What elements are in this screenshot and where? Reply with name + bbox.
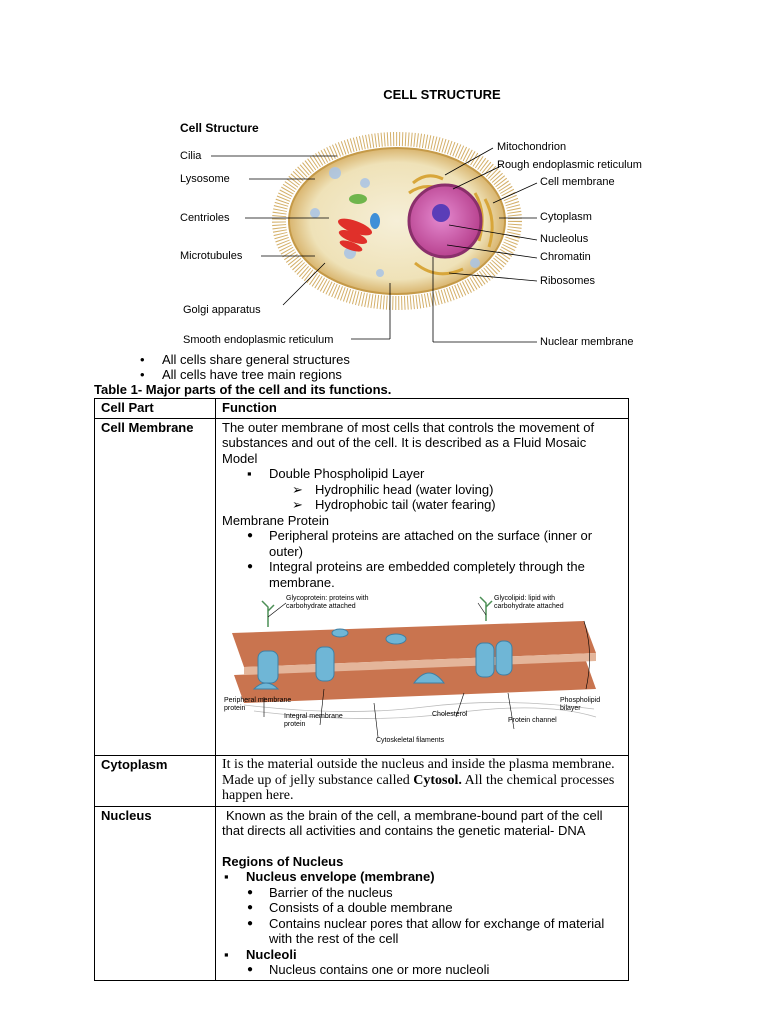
- function-cell-membrane: [216, 418, 629, 756]
- membrane-layer: ▪ Double Phospholipid Layer: [222, 466, 622, 482]
- label-centrioles: Centrioles: [180, 212, 230, 224]
- label-microtubules: Microtubules: [180, 250, 243, 262]
- label-mitochondrion: Mitochondrion: [497, 141, 567, 153]
- cytoplasm-text-b: All the chemical processes happen here.: [222, 772, 615, 803]
- table-row: [95, 756, 629, 807]
- page-title: CELL STRUCTURE: [383, 87, 501, 102]
- label-cholesterol: Cholesterol: [432, 711, 468, 718]
- function-cytoplasm: [216, 756, 629, 807]
- label-ribosomes: Ribosomes: [540, 275, 596, 287]
- label-peripheral-protein: Peripheral membrane protein: [224, 697, 292, 712]
- label-glycoprotein: Glycoprotein: proteins with carbohydrate attached: [286, 595, 369, 610]
- cell-figure-heading: Cell Structure: [180, 121, 259, 135]
- table-row: [95, 806, 629, 980]
- bullet-item: • All cells have tree main regions: [140, 367, 350, 382]
- cytoplasm-text-a: It is the material outside the nucleus and inside the plasma membrane. Made up of jelly substance called: [222, 757, 615, 788]
- label-lysosome: Lysosome: [180, 173, 230, 185]
- label-cytoplasm: Cytoplasm: [540, 211, 592, 223]
- hydrophilic-head: ➢ Hydrophilic head (water loving): [222, 482, 622, 498]
- membrane-diagram: [224, 593, 606, 749]
- part-cytoplasm: Cytoplasm: [95, 756, 216, 807]
- label-golgi-apparatus: Golgi apparatus: [183, 304, 261, 316]
- part-cell-membrane: Cell Membrane: [95, 418, 216, 756]
- regions-title: Regions of Nucleus: [222, 853, 344, 869]
- summary-bullets: [140, 352, 350, 382]
- nucleoli-item: ● Nucleus contains one or more nucleoli: [222, 962, 622, 978]
- envelope-item: ● Barrier of the nucleus: [222, 885, 622, 901]
- label-chromatin: Chromatin: [540, 251, 591, 263]
- part-nucleus: Nucleus: [95, 806, 216, 980]
- nucleus-intro: Known as the brain of the cell, a membrane-bound part of the cell that directs all activities and contains the genetic material- DNA: [222, 807, 603, 838]
- membrane-figure: [224, 593, 606, 749]
- hydrophobic-tail: ➢ Hydrophobic tail (water fearing): [222, 497, 622, 513]
- bullet-item: • All cells share general structures: [140, 352, 350, 367]
- membrane-protein-title: Membrane Protein: [222, 512, 329, 528]
- label-phospholipid-bilayer: Phospholipid bilayer: [560, 697, 601, 712]
- cell-diagram: [175, 113, 665, 353]
- membrane-intro: The outer membrane of most cells that controls the movement of substances and out of the cell. It is described as a Fluid Mosaic Model: [222, 419, 595, 466]
- label-cell-membrane: Cell membrane: [540, 176, 615, 188]
- envelope-item: ● Contains nuclear pores that allow for exchange of material with the rest of the cell: [222, 916, 622, 947]
- envelope-title: ▪ Nucleus envelope (membrane): [222, 869, 622, 885]
- table-caption: Table 1- Major parts of the cell and its functions.: [94, 382, 392, 397]
- nucleoli-title: ▪ Nucleoli: [222, 947, 622, 963]
- integral-proteins: ● Integral proteins are embedded completely through the membrane.: [222, 559, 622, 590]
- label-nuclear-membrane: Nuclear membrane: [540, 336, 634, 348]
- cytosol-term: Cytosol.: [413, 772, 462, 788]
- peripheral-proteins: ● Peripheral proteins are attached on the surface (inner or outer): [222, 528, 622, 559]
- label-glycolipid: Glycolipid: lipid with carbohydrate attached: [494, 595, 564, 610]
- label-nucleolus: Nucleolus: [540, 233, 589, 245]
- label-integral-protein: Integral membrane protein: [284, 713, 343, 728]
- function-nucleus: [216, 806, 629, 980]
- table-row: [95, 418, 629, 756]
- label-protein-channel: Protein channel: [508, 717, 557, 724]
- label-rough-er: Rough endoplasmic reticulum: [497, 159, 642, 171]
- label-smooth-er: Smooth endoplasmic reticulum: [183, 334, 334, 346]
- cell-structure-figure: [175, 113, 665, 353]
- cell-parts-table: [94, 398, 629, 981]
- header-function: Function: [216, 399, 629, 419]
- envelope-item: ● Consists of a double membrane: [222, 900, 622, 916]
- label-cilia: Cilia: [180, 150, 202, 162]
- table-header-row: [95, 399, 629, 419]
- label-cytoskeletal-filaments: Cytoskeletal filaments: [376, 737, 445, 744]
- header-cell-part: Cell Part: [95, 399, 216, 419]
